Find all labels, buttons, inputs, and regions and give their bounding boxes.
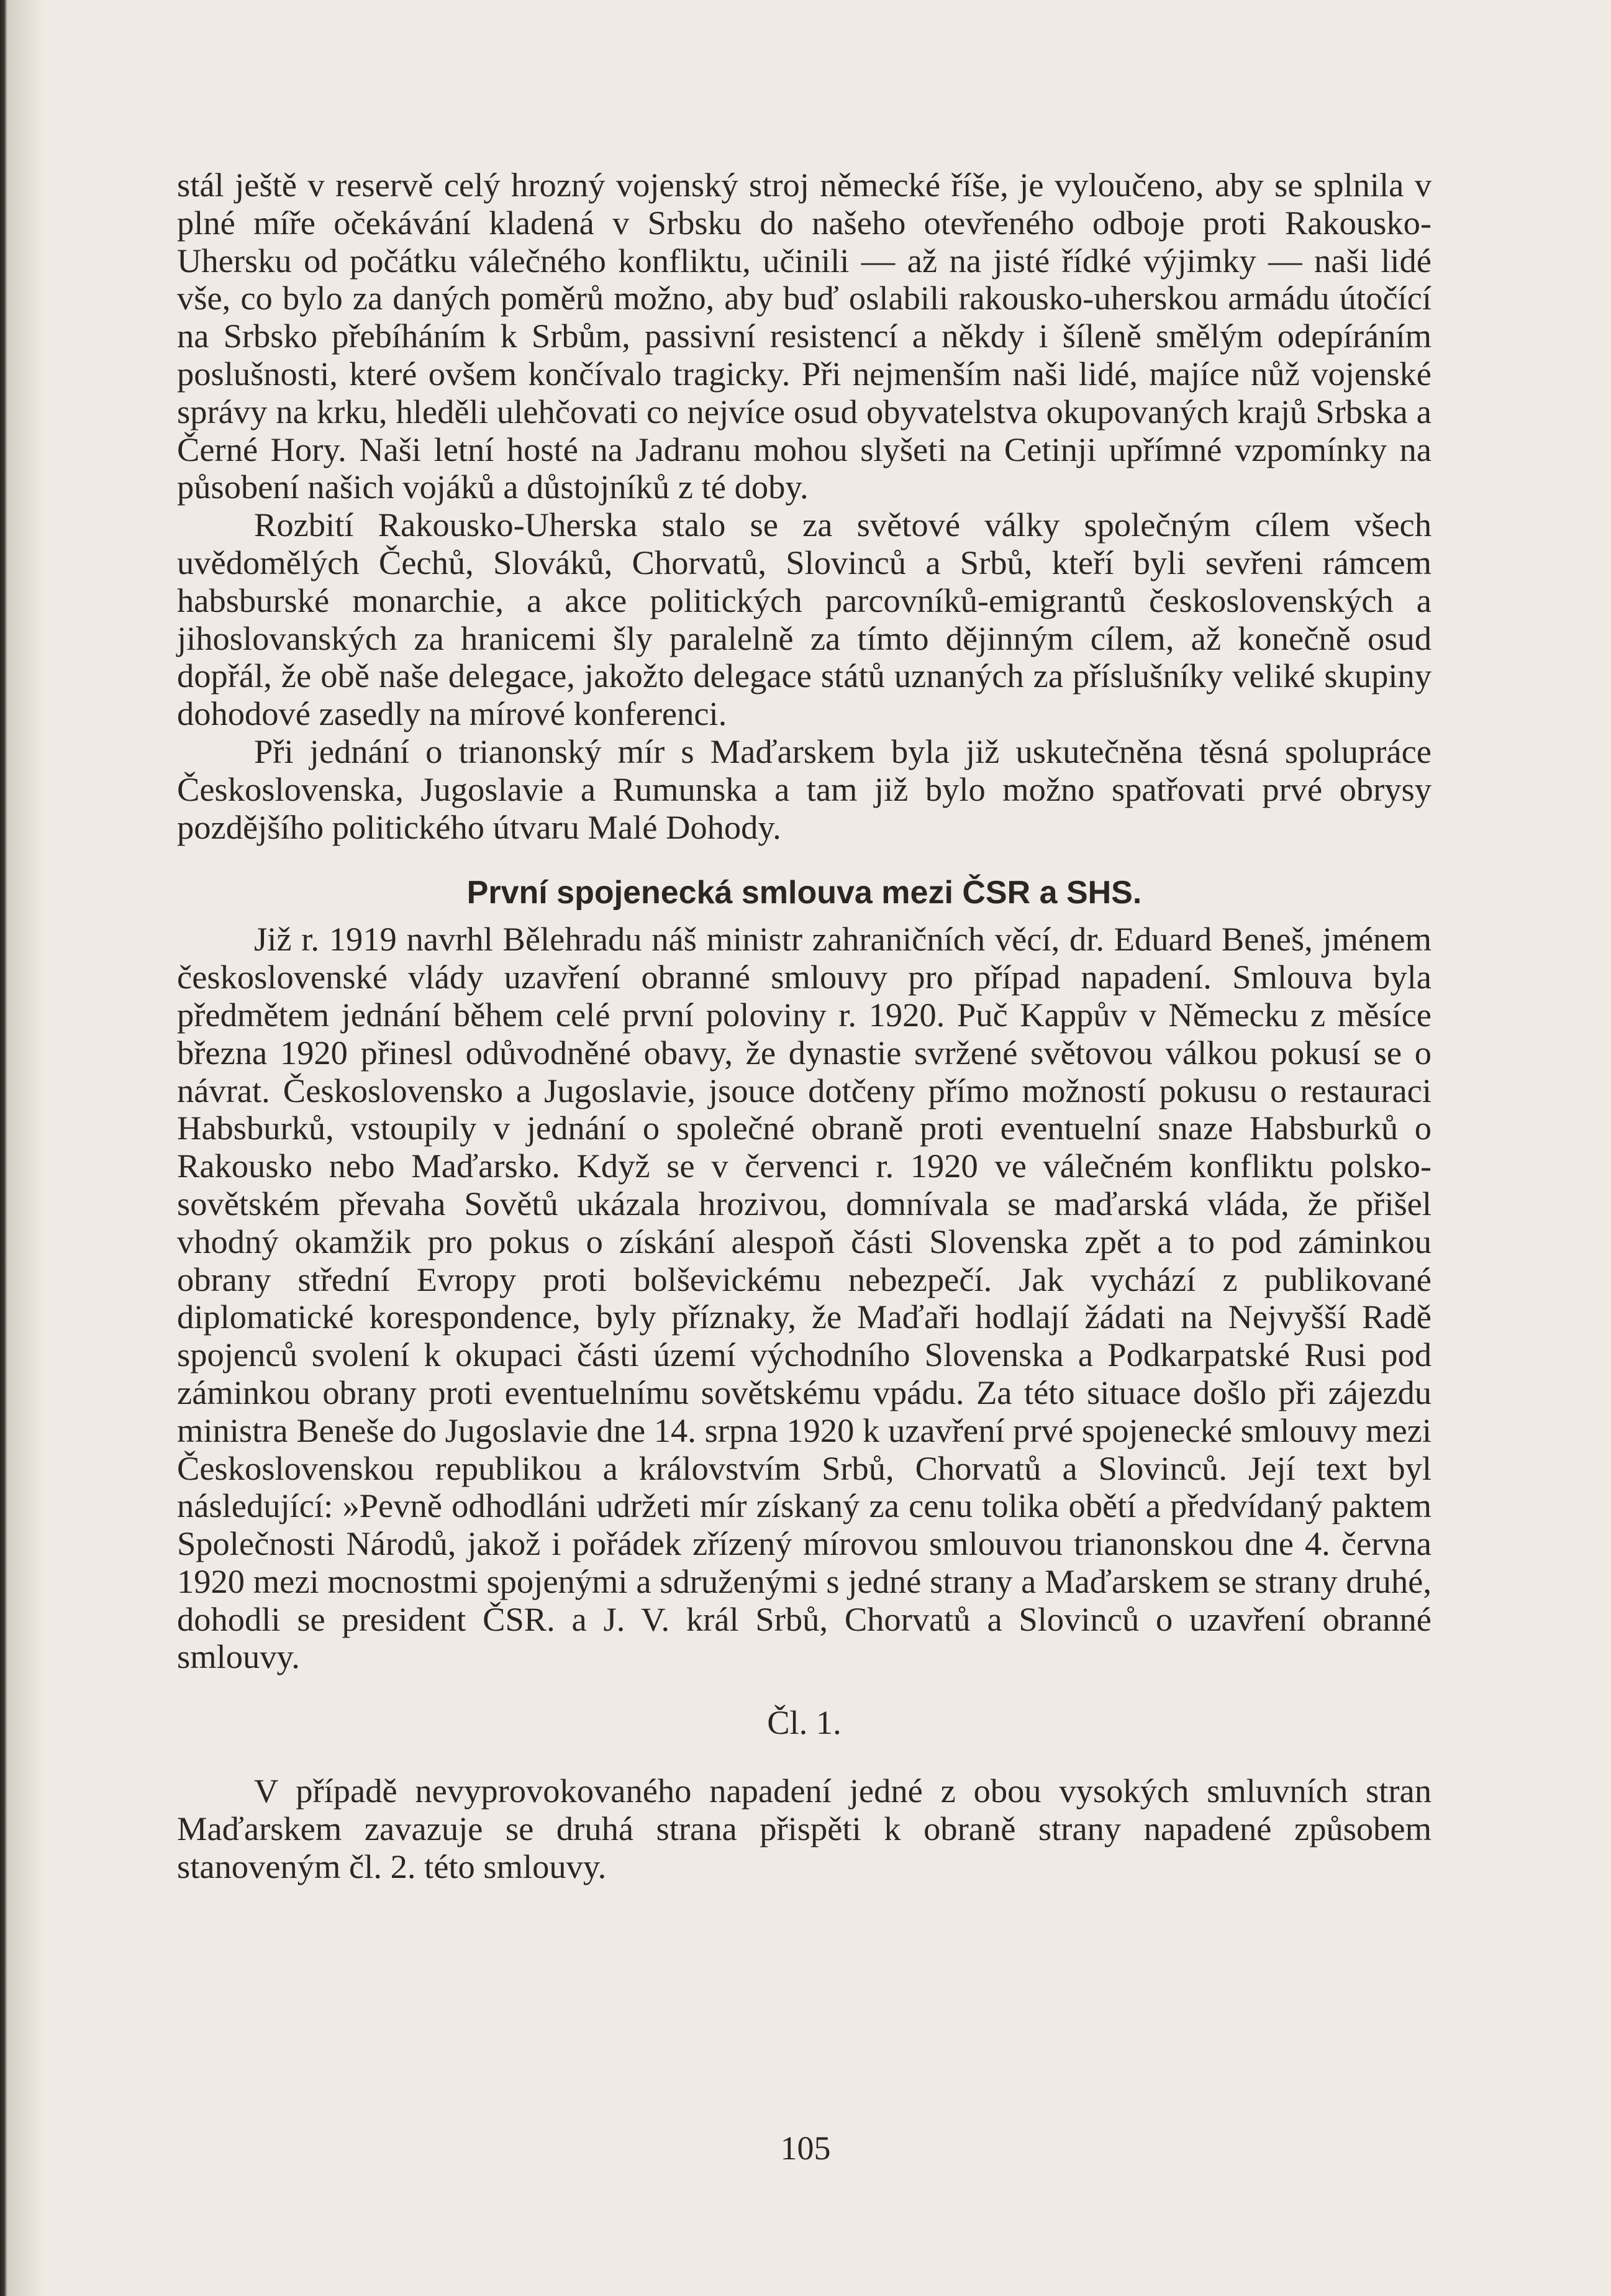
book-binding-edge: [0, 0, 7, 2296]
paragraph-continuation: stál ještě v reservě celý hrozný vojenský stroj německé říše, je vyloučeno, aby se splnila v plné míře očekávání kladená v Srbsku do našeho otevřeného odboje proti Rakousko-Uhersku od počátku válečného konfliktu, učinili — až na jisté řídké výjimky — naši lidé vše, co bylo za daných poměrů možno, aby buď oslabili rakousko-uherskou armádu útočící na Srbsko přebíháním k Srbům, passivní resistencí a někdy i šíleně smělým odepíráním poslušnosti, které ovšem končívalo tragicky. Při nejmenším naši lidé, majíce nůž vojenské správy na krku, hleděli ulehčovati co nejvíce osud obyvatelstva okupovaných krajů Srbska a Černé Hory. Naši letní hosté na Jadranu mohou slyšeti na Cetinji upřímné vzpomínky na působení našich vojáků a důstojníků z té doby.: [177, 166, 1432, 506]
page-body: [177, 166, 1432, 1886]
page-number: 105: [780, 2130, 831, 2167]
page-shadow: [7, 0, 45, 2296]
paragraph-trianon-cooperation: Při jednání o trianonský mír s Maďarskem byla již uskutečněna těsná spolupráce Československa, Jugoslavie a Rumunska a tam již bylo možno spatřovati prvé obrysy pozdějšího politického útvaru Malé Dohody.: [177, 732, 1432, 846]
article-label: Čl. 1.: [767, 1703, 842, 1742]
paragraph-article-1: V případě nevyprovokovaného napadení jedné z obou vysokých smluvních stran Maďarskem zavazuje se druhá strana přispěti k obraně strany napadené způsobem stanoveným čl. 2. této smlouvy.: [177, 1772, 1432, 1885]
paragraph-first-treaty: Již r. 1919 navrhl Bělehradu náš ministr zahraničních věcí, dr. Eduard Beneš, jménem československé vlády uzavření obranné smlouvy pro případ napadení. Smlouva byla předmětem jednání během celé první poloviny r. 1920. Puč Kappův v Německu z měsíce března 1920 přinesl odůvodněné obavy, že dynastie svržené světovou válkou pokusí se o návrat. Československo a Jugoslavie, jsouce dotčeny přímo možností pokusu o restauraci Habsburků, vstoupily v jednání o společné obraně proti eventuelní snaze Habsburků o Rakousko nebo Maďarsko. Když se v červenci r. 1920 ve válečném konfliktu polsko-sovětském převaha Sovětů ukázala hrozivou, domnívala se maďarská vláda, že přišel vhodný okamžik pro pokus o získání alespoň části Slovenska zpět a to pod záminkou obrany střední Evropy proti bolševickému nebezpečí. Jak vychází z publikované diplomatické korespondence, byly příznaky, že Maďaři hodlají žádati na Nejvyšší Radě spojenců svolení k okupaci části území východního Slovenska a Podkarpatské Rusi pod záminkou obrany proti eventuelnímu sovětskému vpádu. Za této situace došlo při zájezdu ministra Beneše do Jugoslavie dne 14. srpna 1920 k uzavření prvé spojenecké smlouvy mezi Československou republikou a královstvím Srbů, Chorvatů a Slovinců. Její text byl následující: »Pevně odhodláni udržeti mír získaný za cenu tolika obětí a předvídaný paktem Společnosti Národů, jakož i pořádek zřízený mírovou smlouvou trianonskou dne 4. června 1920 mezi mocnostmi spojenými a sdruženými s jedné strany a Maďarskem se strany druhé, dohodli se president ČSR. a J. V. král Srbů, Chorvatů a Slovinců o uzavření obranné smlouvy.: [177, 920, 1432, 1676]
section-heading: První spojenecká smlouva mezi ČSR a SHS.: [466, 875, 1142, 911]
paragraph-austria-hungary-breakup: Rozbití Rakousko-Uherska stalo se za světové války společným cílem všech uvědomělých Čechů, Slováků, Chorvatů, Slovinců a Srbů, kteří byli sevřeni rámcem habsburské monarchie, a akce politických parcovníků-emigrantů československých a jihoslovanských za hranicemi šly paralelně za tímto dějinným cílem, až konečně osud dopřál, že obě naše delegace, jakožto delegace států uznaných za příslušníky veliké skupiny dohodové zasedly na mírové konferenci.: [177, 506, 1432, 733]
